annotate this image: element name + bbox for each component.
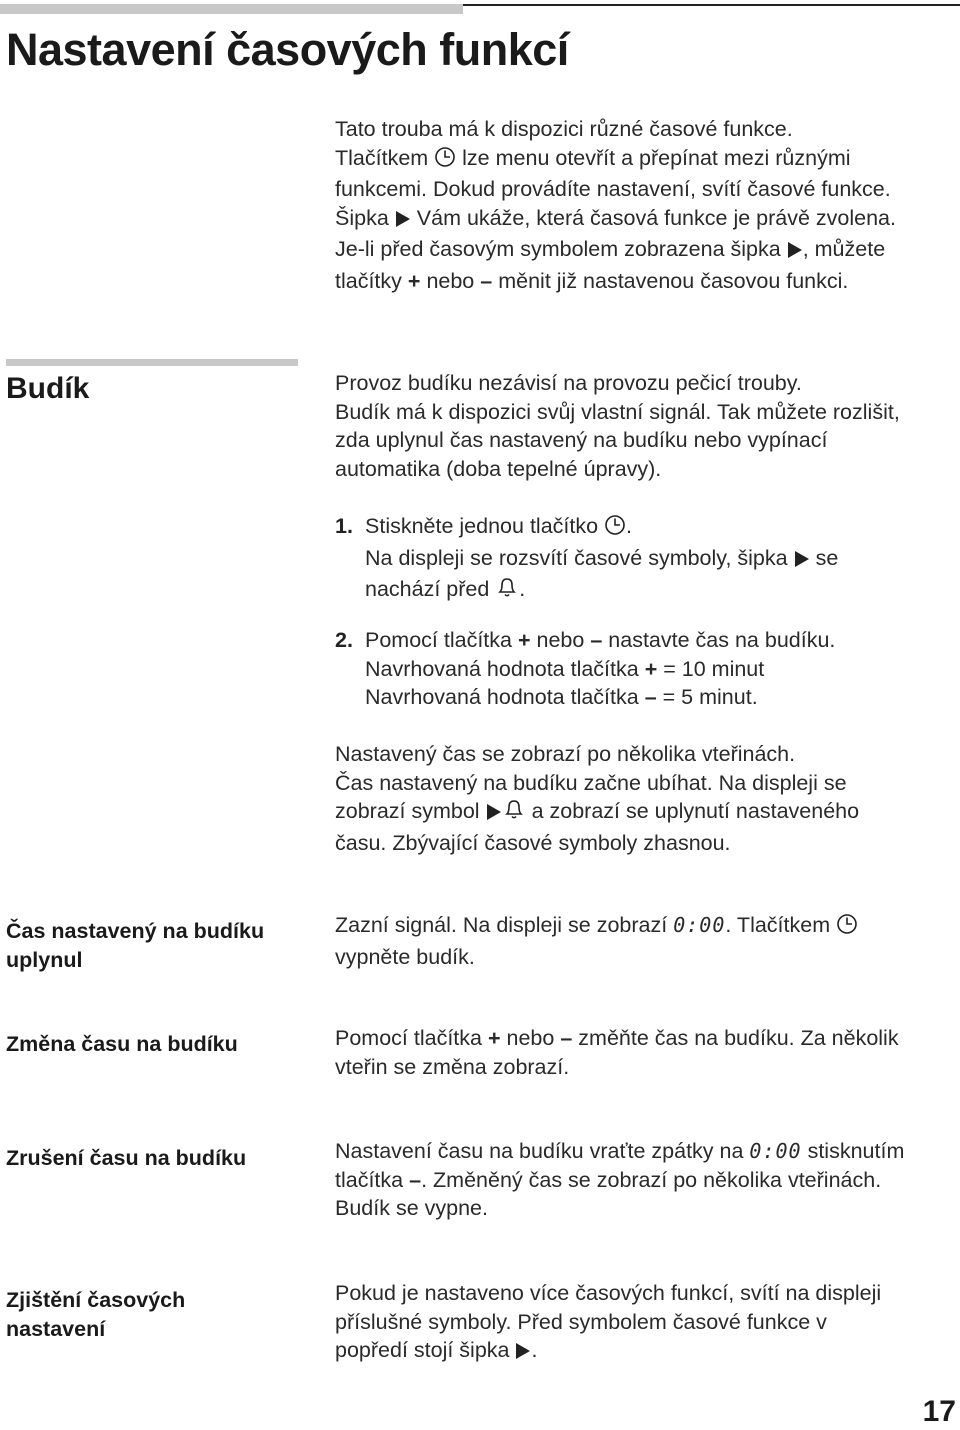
text-line: Pokud je nastaveno více časových funkcí, svítí na displeji — [335, 1281, 882, 1305]
intro-line: Tato trouba má k dispozici různé časové funkce. — [335, 117, 793, 141]
arrow-right-icon — [486, 800, 502, 829]
row-text-change-alarm — [335, 1024, 899, 1081]
row-heading-cancel-alarm: Zrušení času na budíku — [6, 1146, 247, 1170]
text-line: Nastavení času na budíku vraťte zpátky na 0:00 stisknutím — [335, 1139, 905, 1163]
page-number: 17 — [922, 1395, 956, 1428]
text-line: Nastavený čas se zobrazí po několika vteřinách. — [335, 742, 796, 766]
text-line: zda uplynul čas nastavený na budíku nebo vypínací — [335, 428, 828, 452]
intro-line: Tlačítkem lze menu otevřít a přepínat mezi různými — [335, 144, 896, 176]
step-line: Navrhovaná hodnota tlačítka + = 10 minut — [365, 656, 765, 681]
text-line: Budík má k dispozici svůj vlastní signál. Tak můžete rozlišit, — [335, 399, 900, 424]
arrow-right-icon — [794, 547, 810, 576]
header-rule — [463, 4, 960, 6]
step-line: Na displeji se rozsvítí časové symboly, šipka se — [365, 544, 838, 576]
arrow-right-icon — [395, 207, 411, 236]
text-line: Zazní signál. Na displeji se zobrazí 0:00. Tlačítkem — [335, 911, 858, 943]
clock-icon — [604, 514, 626, 544]
header-gray-bar — [0, 4, 463, 14]
intro-line: Je-li před časovým symbolem zobrazena šipka , můžete — [335, 235, 896, 267]
row-text-cancel-alarm — [335, 1137, 904, 1223]
budik-paragraph-1 — [335, 369, 900, 483]
clock-icon — [434, 146, 456, 176]
arrow-right-icon — [787, 238, 803, 267]
text-line: tlačítka –. Změněný čas se zobrazí po několika vteřinách. — [335, 1167, 882, 1192]
row-heading-change-alarm: Změna času na budíku — [6, 1032, 238, 1056]
step-1 — [365, 512, 838, 607]
intro-line: Šipka Vám ukáže, která časová funkce je právě zvolena. — [335, 204, 896, 236]
page-title: Nastavení časových funkcí — [6, 24, 569, 75]
text-line: popředí stojí šipka . — [335, 1336, 881, 1368]
step-number: 2. — [335, 628, 353, 652]
step-line: Pomocí tlačítka + nebo – nastavte čas na budíku. — [365, 628, 836, 652]
row-text-check-settings — [335, 1279, 881, 1368]
display-value: 0:00 — [673, 913, 726, 937]
row-text-alarm-elapsed — [335, 911, 858, 971]
display-value: 0:00 — [749, 1139, 802, 1163]
row-heading-alarm-elapsed: Čas nastavený na budíku uplynul — [6, 919, 265, 972]
text-line: Provoz budíku nezávisí na provozu pečicí trouby. — [335, 371, 802, 395]
text-line: času. Zbývající časové symboly zhasnou. — [335, 830, 731, 855]
budik-paragraph-2 — [335, 740, 859, 857]
text-line: automatika (doba tepelné úpravy). — [335, 456, 662, 481]
text-line: Čas nastavený na budíku začne ubíhat. Na displeji se — [335, 770, 847, 795]
text-line: Pomocí tlačítka + nebo – změňte čas na budíku. Za několik — [335, 1026, 899, 1050]
step-line: nachází před . — [365, 575, 838, 607]
intro-paragraph — [335, 115, 896, 295]
bell-icon — [495, 575, 519, 607]
text-line: zobrazí symbol a zobrazí se uplynutí nastaveného — [335, 797, 859, 829]
section-rule — [6, 359, 298, 366]
step-line: Navrhovaná hodnota tlačítka – = 5 minut. — [365, 685, 758, 709]
row-heading-check-settings: Zjištění časových nastavení — [6, 1288, 186, 1341]
text-line: vteřin se změna zobrazí. — [335, 1054, 570, 1079]
text-line: Budík se vypne. — [335, 1196, 488, 1220]
arrow-right-icon — [515, 1339, 531, 1368]
step-2 — [365, 626, 835, 712]
intro-line: funkcemi. Dokud provádíte nastavení, svítí časové funkce. — [335, 177, 891, 201]
step-number: 1. — [335, 514, 353, 538]
intro-line: tlačítky + nebo – měnit již nastavenou časovou funkci. — [335, 268, 849, 293]
clock-icon — [836, 913, 858, 943]
bell-icon — [502, 797, 526, 829]
step-line: Stiskněte jednou tlačítko . — [365, 512, 838, 544]
text-line: příslušné symboly. Před symbolem časové funkce v — [335, 1309, 827, 1334]
text-line: vypněte budík. — [335, 944, 475, 969]
section-heading-budik: Budík — [6, 372, 90, 405]
